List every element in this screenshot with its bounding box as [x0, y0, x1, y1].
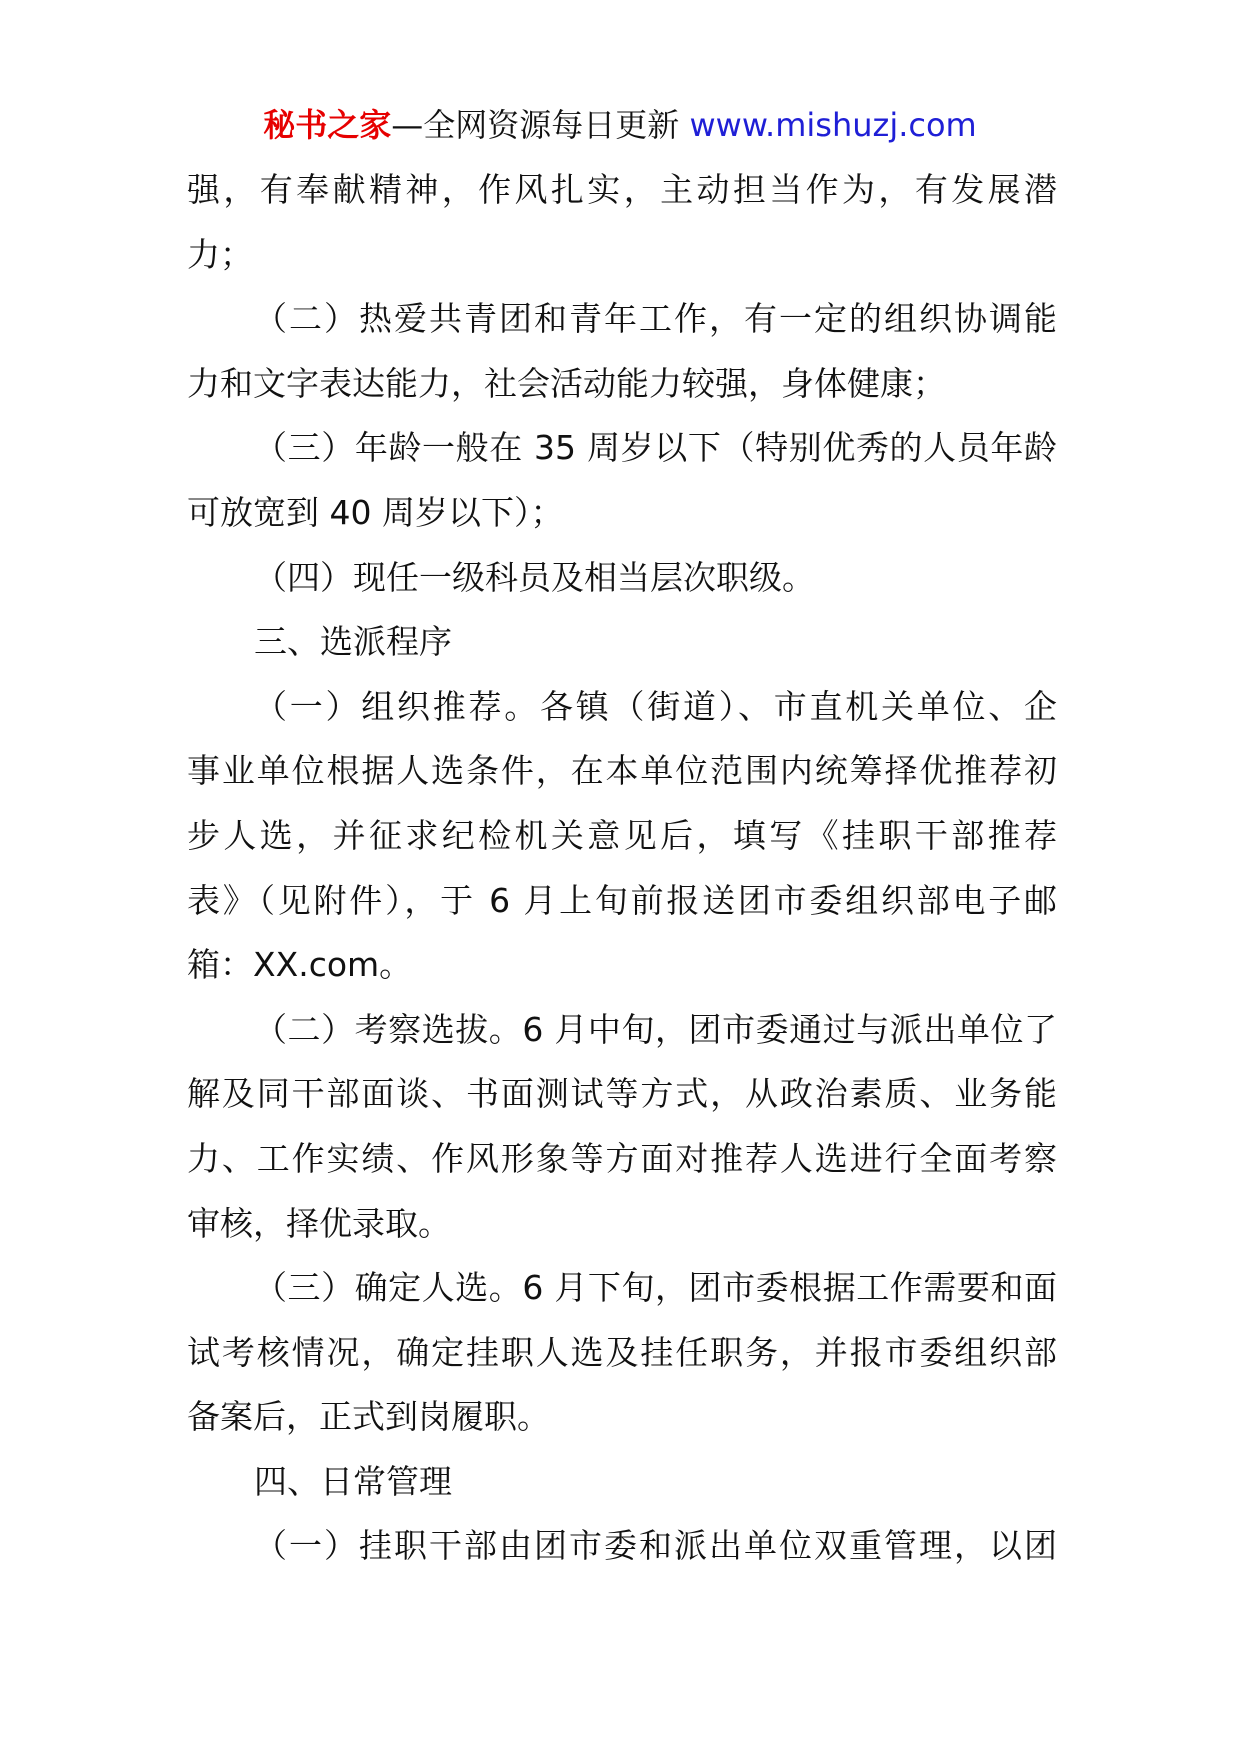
- text-line: 四、日常管理: [254, 1461, 452, 1501]
- text-line: 力和文字表达能力，社会活动能力较强，身体健康；: [187, 363, 946, 403]
- text-line: 力；: [187, 234, 253, 274]
- text-line: 备案后，正式到岗履职。: [187, 1397, 550, 1437]
- text-line: 表》（见附件），于 6 月上旬前报送团市委组织部电子邮: [187, 880, 1057, 920]
- text-line: 可放宽到 40 周岁以下）；: [187, 492, 564, 532]
- text-line: 力、工作实绩、作风形象等方面对推荐人选进行全面考察: [187, 1138, 1057, 1178]
- document-body: [187, 158, 1057, 1579]
- text-line: （二）热爱共青团和青年工作，有一定的组织协调能: [254, 299, 1057, 339]
- text-line: 试考核情况，确定挂职人选及挂任职务，并报市委组织部: [187, 1332, 1057, 1372]
- text-line: （四）现任一级科员及相当层次职级。: [254, 557, 815, 597]
- text-line: 审核，择优录取。: [187, 1203, 451, 1243]
- text-line: （二）考察选拔。6 月中旬，团市委通过与派出单位了: [254, 1009, 1057, 1049]
- text-line: 三、选派程序: [254, 622, 452, 662]
- header-slogan: —全网资源每日更新: [391, 106, 680, 144]
- text-line: 解及同干部面谈、书面测试等方式，从政治素质、业务能: [187, 1074, 1057, 1114]
- text-line: （三）确定人选。6 月下旬，团市委根据工作需要和面: [254, 1268, 1057, 1308]
- text-line: 强，有奉献精神，作风扎实，主动担当作为，有发展潜: [187, 170, 1057, 209]
- text-line: （三）年龄一般在 35 周岁以下（特别优秀的人员年龄: [254, 428, 1057, 468]
- text-line: 箱：XX.com。: [187, 945, 413, 985]
- header-brand: 秘书之家: [263, 106, 392, 144]
- text-line: （一）组织推荐。各镇（街道）、市直机关单位、企: [254, 686, 1057, 726]
- text-line: 事业单位根据人选条件，在本单位范围内统筹择优推荐初: [187, 751, 1057, 791]
- header-url-link[interactable]: www.mishuzj.com: [689, 106, 977, 144]
- text-line: 步人选，并征求纪检机关意见后，填写《挂职干部推荐: [187, 815, 1057, 855]
- watermark-header: [0, 100, 1240, 150]
- text-line: （一）挂职干部由团市委和派出单位双重管理，以团: [254, 1526, 1057, 1566]
